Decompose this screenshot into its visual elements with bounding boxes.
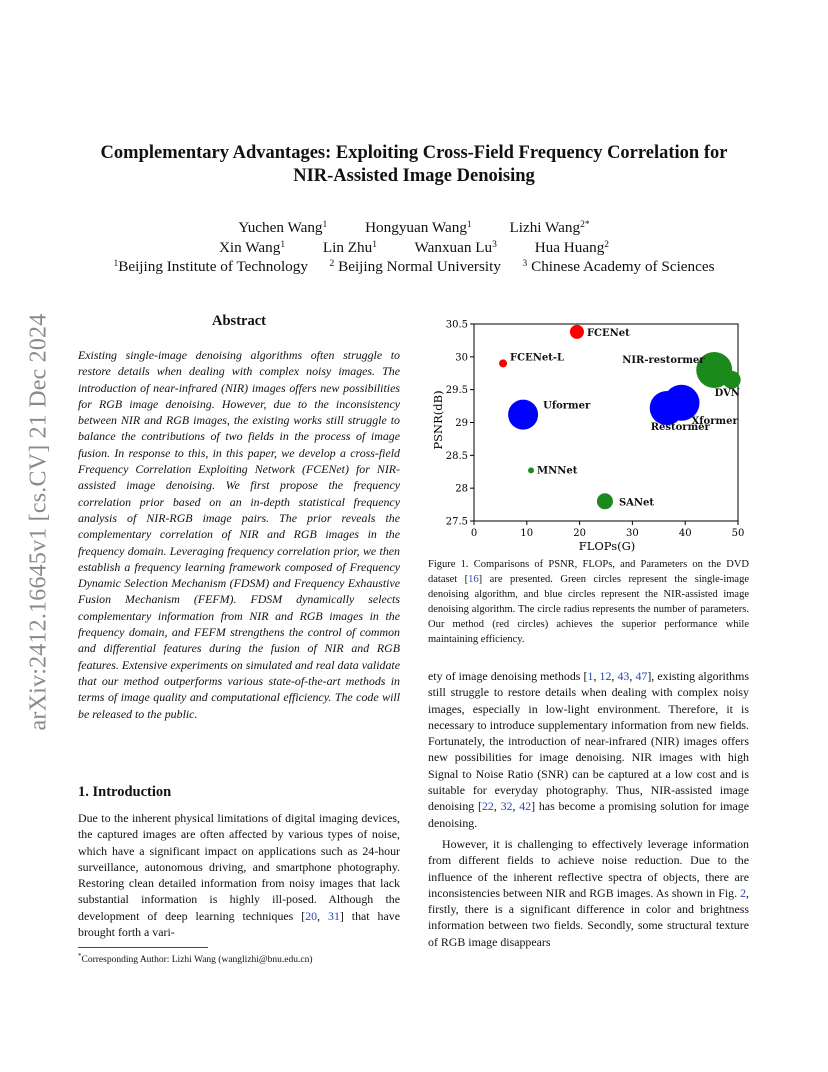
- affiliation-name: Beijing Normal University: [338, 258, 501, 275]
- author-affil-mark: 2*: [580, 220, 590, 230]
- paper-title: [70, 142, 758, 188]
- data-label-fcenet-l: FCENet-L: [510, 352, 565, 364]
- author-affil-mark: 3: [492, 239, 497, 250]
- citation-separator: ,: [593, 669, 600, 683]
- x-tick-label: 40: [678, 528, 692, 539]
- intro-text: Due to the inherent physical limitations of digital imaging devices, the captured images are often affected by various types of noise, which have a significant impact on applications such as 24-hour surveillance, autonomous driving, and smartphone photography. Restoring clean detailed information from noisy images that lack substantial information is highly ill-posed. Although the development of deep learning techniques [: [78, 811, 400, 923]
- data-point-sanet: [597, 493, 613, 509]
- data-label-fcenet: FCENet: [586, 327, 630, 339]
- abstract-body: Existing single-image denoising algorithms often struggle to restore details when dealing with complex noisy images. The introduction of near-infrared (NIR) images offers new possibilities for RGB image denoising. However, due to the inconsistency between NIR and RGB images, the existing works still struggle to balance the contributions of two fields in the process of image fusion. In response to this, in this paper, we develop a cross-field Frequency Correlation Exploiting Network (FCENet) for NIR-assisted image denoising. We first propose the frequency correlation prior based on an in-depth statistical frequency analysis of NIR-RGB image pairs. The prior reveals the complementary correlation of NIR and RGB images in the frequency domain. Leveraging frequency correlation prior, we then establish a frequency learning framework composed of Frequency Dynamic Selection Mechanism (FDSM) and Frequency Exhaustive Fusion Mechanism (FEFM). FDSM dynamically selects complementary information from NIR and RGB images in the frequency domain, and FEFM strengthens the control of common and differential features during the fusion of NIR and RGB features. Extensive experiments on simulated and real data validate that our method outperforms various state-of-the-art methods in terms of image quality and computational efficiency. The code will be released to the public.: [78, 348, 400, 721]
- figure-1-caption: [428, 557, 749, 647]
- citation-link[interactable]: 43: [617, 669, 630, 683]
- data-point-uformer: [508, 400, 538, 430]
- x-tick-label: 0: [470, 528, 478, 539]
- right-column-body: [428, 668, 749, 950]
- body-text: , firstly, there is a significant difference in color and brightness information between two fields. Secondly, some structural texture of RGB image disappears: [428, 885, 749, 949]
- arxiv-sidebar-stamp: [24, 286, 54, 758]
- paper-title-line-1: Complementary Advantages: Exploiting Cross-Field Frequency Correlation for: [100, 143, 728, 163]
- data-label-restormer: Restormer: [650, 422, 710, 434]
- author-row-1: [70, 218, 758, 238]
- citation-separator: ,: [512, 799, 520, 814]
- body-text: ety of image denoising methods [: [428, 669, 588, 683]
- citation-link[interactable]: 20: [305, 908, 318, 923]
- paragraph: [428, 668, 749, 831]
- citation-link[interactable]: 42: [519, 799, 532, 814]
- y-tick-label: 30.5: [445, 319, 468, 331]
- affiliation-name: Beijing Institute of Technology: [118, 258, 308, 275]
- data-point-fcenet: [570, 325, 584, 339]
- intro-body: [78, 810, 400, 940]
- citation-separator: ,: [317, 908, 328, 923]
- data-label-dvn: DVN: [714, 387, 741, 399]
- author-name: Lin Zhu: [322, 238, 373, 256]
- citation-separator: ,: [611, 669, 618, 683]
- arxiv-id-text: arXiv:2412.16645v1 [cs.CV] 21 Dec 2024: [25, 313, 52, 731]
- citation-link[interactable]: 16: [468, 574, 479, 585]
- citation-separator: ,: [493, 799, 501, 814]
- abstract-heading: Abstract: [212, 313, 266, 329]
- y-tick-label: 30: [455, 352, 468, 364]
- figure-1-chart: [430, 314, 752, 554]
- x-tick-label: 10: [520, 528, 534, 539]
- intro-heading: 1. Introduction: [78, 784, 172, 800]
- body-text: ], existing algorithms still struggle to restore details when dealing with complex noisy images, especially in low-light environment. Therefore, it is necessary to introduce supplementary information from new fields. Fortunately, the introduction of near-infrared (NIR) images offers new possibilities for image denoising. NIR images with high Signal to Noise Ratio (SNR) can be captured at a low cost and is suitable for everyday photography. Thus, NIR-assisted image denoising [: [428, 669, 749, 814]
- affil-mark: 2: [329, 259, 335, 269]
- y-tick-label: 28.5: [445, 450, 468, 462]
- body-text: However, it is challenging to effectively leverage information from different fields to achieve noise reduction. Due to the influence of the inherent reflective spectra of objects, there are inconsistencies between NIR and RGB images. As shown in Fig.: [428, 836, 749, 900]
- footnote-text: Corresponding Author: Lizhi Wang (wanglizhi@bnu.edu.cn): [81, 955, 313, 966]
- footnote-mark: *: [78, 952, 82, 960]
- x-tick-label: 20: [573, 528, 586, 539]
- y-tick-label: 29.5: [445, 385, 468, 397]
- citation-link[interactable]: 47: [635, 669, 648, 683]
- y-tick-label: 28: [455, 483, 468, 495]
- paragraph: [428, 836, 749, 950]
- author-affil-mark: 1: [466, 220, 472, 230]
- citation-separator: ,: [629, 669, 636, 683]
- citation-link[interactable]: 31: [328, 908, 340, 923]
- y-tick-label: 29: [455, 418, 468, 429]
- y-axis-label: PSNR(dB): [431, 390, 445, 450]
- citation-link[interactable]: 12: [599, 669, 612, 683]
- data-point-mnnet: [528, 467, 534, 473]
- x-tick-label: 50: [731, 528, 745, 539]
- author-name: Lizhi Wang: [509, 219, 581, 236]
- author-name: Xin Wang: [218, 238, 281, 256]
- author-affil-mark: 1: [372, 239, 377, 250]
- data-label-xformer: Xformer: [691, 415, 738, 427]
- author-name: Hongyuan Wang: [365, 219, 467, 236]
- author-row-2: [70, 238, 758, 258]
- intro-text: ] that have brought forth a vari-: [78, 908, 400, 940]
- x-axis-label: FLOPs(G): [578, 539, 636, 553]
- data-point-dvn: [723, 371, 741, 389]
- footnote-rule: [78, 947, 208, 948]
- author-name: Wanxuan Lu: [414, 238, 493, 256]
- author-affil-mark: 1: [322, 220, 328, 230]
- data-label-nir-restormer: NIR-restormer: [622, 354, 705, 366]
- author-block: [70, 218, 758, 277]
- citation-link[interactable]: 32: [500, 799, 513, 814]
- citation-link[interactable]: 22: [481, 799, 494, 814]
- data-label-sanet: SANet: [618, 497, 655, 509]
- footnote: [78, 952, 313, 965]
- author-name: Yuchen Wang: [238, 219, 323, 236]
- figure-ref-link[interactable]: 2: [740, 885, 747, 900]
- y-tick-label: 27.5: [445, 516, 468, 528]
- caption-text: ] are presented. Green circles represent the single-image denoising algorithm, and blue circles represent the NIR-assisted image denoising algorithm. The circle radius represents the number of parameters. Our method (red circles) achieves the superior performance while maintaining efficiency.: [428, 574, 749, 645]
- body-text: ] has become a promising solution for image denoising.: [428, 799, 750, 830]
- author-affil-mark: 2: [604, 239, 610, 250]
- affiliation-name: Chinese Academy of Sciences: [531, 258, 715, 275]
- citation-link[interactable]: 1: [587, 669, 594, 683]
- caption-text: Figure 1. Comparisons of PSNR, FLOPs, and Parameters on the DVD dataset [: [428, 559, 749, 585]
- data-point-fcenet-l: [499, 359, 507, 367]
- author-affil-mark: 1: [280, 239, 286, 250]
- bubble-chart-svg: [430, 314, 752, 554]
- data-label-mnnet: MNNet: [537, 465, 578, 477]
- affil-mark: 1: [113, 259, 119, 269]
- paper-title-line-2: NIR-Assisted Image Denoising: [293, 166, 535, 186]
- author-name: Hua Huang: [534, 238, 605, 256]
- x-tick-label: 30: [626, 528, 639, 539]
- affiliation-row: [70, 257, 758, 277]
- data-label-uformer: Uformer: [543, 400, 591, 412]
- affil-mark: 3: [522, 259, 528, 269]
